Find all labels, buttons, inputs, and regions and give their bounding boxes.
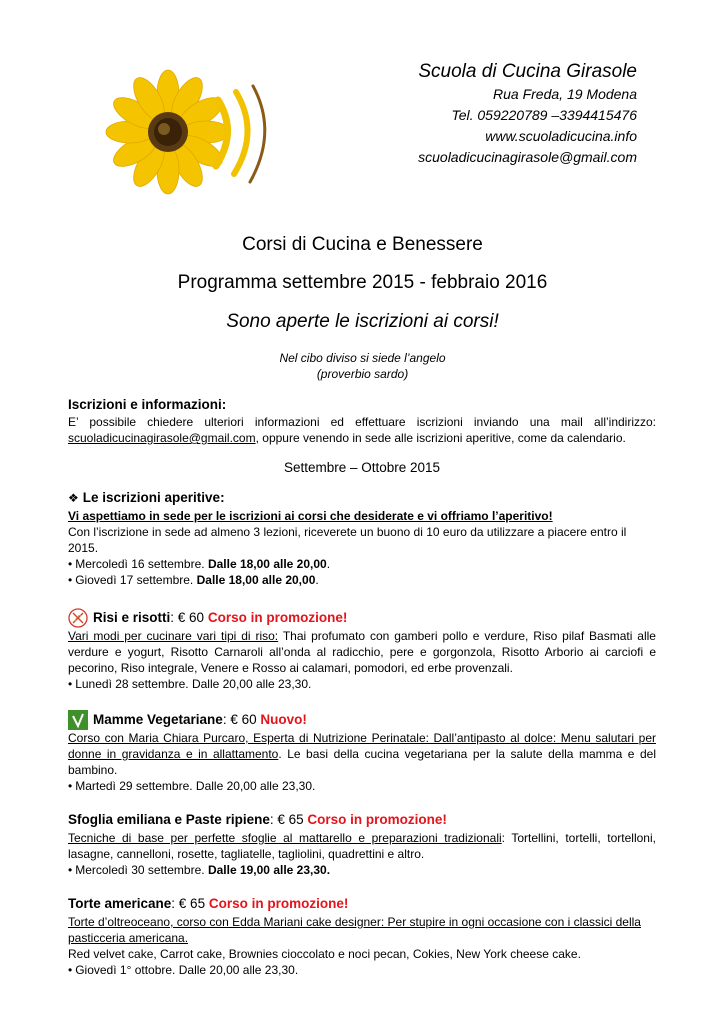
quote-source: (proverbio sardo) xyxy=(316,367,409,381)
main-content xyxy=(68,396,656,978)
aperitive-date: • Giovedì 17 settembre. Dalle 18,00 alle 20,00. xyxy=(68,572,656,588)
aperitive-heading: Le iscrizioni aperitive: xyxy=(82,490,225,505)
course-date: • Lunedì 28 settembre. Dalle 20,00 alle 23,30. xyxy=(68,676,656,692)
contact-header xyxy=(418,60,637,168)
course-heading xyxy=(68,810,656,830)
website-link[interactable]: www.scuoladicucina.info xyxy=(485,128,637,144)
course-name: Sfoglia emiliana e Paste ripiene xyxy=(68,812,270,827)
aperitive-heading-row xyxy=(68,488,656,508)
course-name: Mamme Vegetariane xyxy=(93,712,223,727)
course-description: Tecniche di base per perfette sfoglie al mattarello e preparazioni tradizionali: Tortellini, tortelli, tortelloni, lasagne, cannelloni, rosette, tagliatelle, tagliolini, quadrettini e altro. xyxy=(68,831,656,861)
course-date: • Giovedì 1° ottobre. Dalle 20,00 alle 23,30. xyxy=(68,962,656,978)
course-date: • Martedì 29 settembre. Dalle 20,00 alle 23,30. xyxy=(68,778,656,794)
info-email-link[interactable]: scuoladicucinagirasole@gmail.com xyxy=(68,431,256,445)
course-price: : € 60 xyxy=(170,610,205,625)
email-link[interactable]: scuoladicucinagirasole@gmail.com xyxy=(418,149,637,165)
school-name: Scuola di Cucina Girasole xyxy=(418,61,637,82)
info-text-body: E’ possibile chiedere ulteriori informazioni ed effettuare iscrizioni inviando una mail all’indirizzo: xyxy=(68,415,656,429)
course-description: Corso con Maria Chiara Purcaro, Esperta di Nutrizione Perinatale: Dall’antipasto al dolce: Menu salutari per donne in gravidanza e in allattamento. Le basi della cucina vegetariana per la salute della mamma e del bambino. xyxy=(68,731,656,777)
enrollment-title: Sono aperte le iscrizioni ai corsi! xyxy=(226,311,499,332)
course-menu: Red velvet cake, Carrot cake, Brownies cioccolato e noci pecan, Cokies, New York cheese cake. xyxy=(68,947,581,961)
course-price: : € 65 xyxy=(171,896,206,911)
proverb-quote xyxy=(0,350,725,382)
course-risi xyxy=(68,608,656,692)
vegetarian-icon xyxy=(68,710,88,730)
course-price: : € 60 xyxy=(222,712,257,727)
course-date: • Mercoledì 30 settembre. Dalle 19,00 alle 23,30. xyxy=(68,862,656,878)
course-mamme xyxy=(68,710,656,794)
aperitive-invite: Vi aspettiamo in sede per le iscrizioni ai corsi che desiderate e vi offriamo l’aperitivo! xyxy=(68,509,553,523)
info-text xyxy=(68,414,656,446)
quote-text: Nel cibo diviso si siede l’angelo xyxy=(279,351,446,365)
aperitive-voucher: Con l’iscrizione in sede ad almeno 3 lezioni, riceverete un buono di 10 euro da utilizzare a piacere entro il 2015. xyxy=(68,525,627,555)
page-title: Corsi di Cucina e Benessere xyxy=(242,234,483,255)
course-name: Risi e risotti xyxy=(93,610,171,625)
info-text-tail: , oppure venendo in sede alle iscrizioni aperitive, come da calendario. xyxy=(255,431,626,445)
aperitive-date: • Mercoledì 16 settembre. Dalle 18,00 alle 20,00. xyxy=(68,556,656,572)
course-description: Torte d’oltreoceano, corso con Edda Mariani cake designer: Per stupire in ogni occasione con i classici della pasticceria americana. xyxy=(68,915,641,945)
course-heading xyxy=(68,894,656,914)
course-tag: Corso in promozione! xyxy=(207,610,348,625)
course-price: : € 65 xyxy=(269,812,304,827)
course-tag: Corso in promozione! xyxy=(208,896,349,911)
program-title: Programma settembre 2015 - febbraio 2016 xyxy=(177,272,548,293)
no-gluten-icon xyxy=(68,608,88,628)
info-heading: Iscrizioni e informazioni: xyxy=(68,397,227,412)
address: Rua Freda, 19 Modena xyxy=(493,86,637,102)
course-heading xyxy=(68,710,656,730)
sunflower-logo xyxy=(90,62,280,202)
course-heading xyxy=(68,608,656,628)
section-title: Settembre – Ottobre 2015 xyxy=(283,460,441,475)
course-torte xyxy=(68,894,656,978)
course-tag: Corso in promozione! xyxy=(307,812,447,827)
phone: Tel. 059220789 –3394415476 xyxy=(451,107,637,123)
course-sfoglia xyxy=(68,810,656,878)
course-description: Vari modi per cucinare vari tipi di riso: Thai profumato con gamberi pollo e verdure, Riso pilaf Basmati alle verdure e yogurt, Risotto Carnaroli all’onda al radicchio, pere e gorgonzola, Risotto Arborio ai carciofi e pecorino, Riso integrale, Venere e Rosso ai calamari, pomodori, ed erbe provenzali. xyxy=(68,629,656,675)
course-tag: Nuovo! xyxy=(260,712,307,727)
course-name: Torte americane xyxy=(68,896,172,911)
diamond-bullet-icon: ❖ xyxy=(68,491,79,505)
aperitive-block xyxy=(68,488,656,588)
